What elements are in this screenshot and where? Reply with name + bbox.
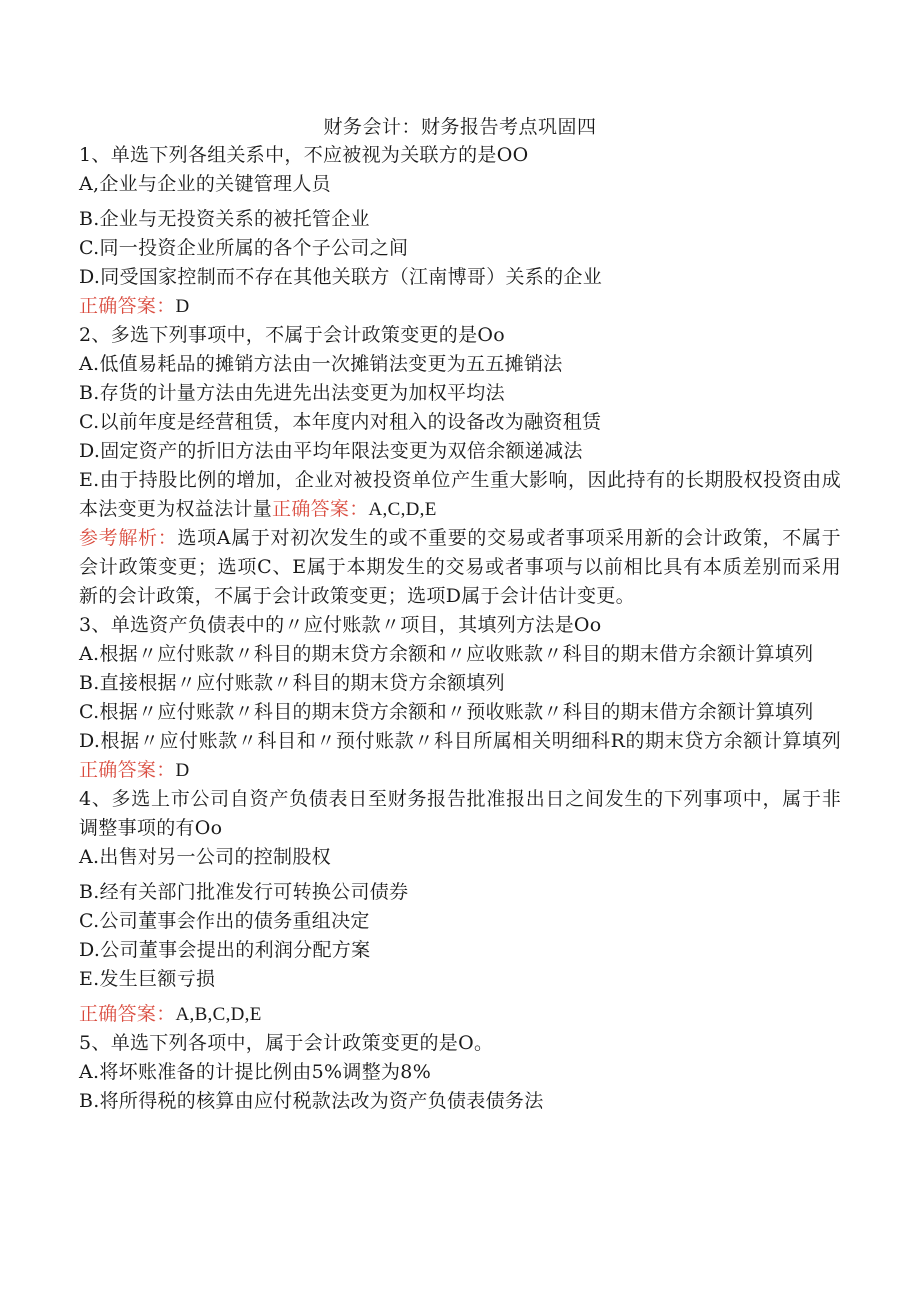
question-1-answer <box>79 292 841 321</box>
question-2-option-e <box>79 466 841 524</box>
question-4-option-d: D.公司董事会提出的利润分配方案 <box>79 939 371 961</box>
answer-label: 正确答案： <box>79 295 176 317</box>
question-3-option-c: C.根据〃应付账款〃科目的期末贷方余额和〃预收账款〃科目的期末借方余额计算填列 <box>79 701 814 723</box>
question-5-option-b: B.将所得税的核算由应付税款法改为资产负债表债务法 <box>79 1090 544 1112</box>
question-5-option-a: A.将坏账准备的计提比例由5%调整为8% <box>79 1061 432 1083</box>
option-text: D.根据〃应付账款〃科目和〃预付账款〃科目所属相关明细科R的期末贷方余额计算填列 <box>79 730 841 752</box>
answer-value: A,B,C,D,E <box>175 1004 262 1025</box>
question-5-stem: 5、单选下列各项中，属于会计政策变更的是O。 <box>79 1032 494 1054</box>
option-text: E.由于持股比例的增加，企业对被投资单位产生重大影响，因此持有的长期股权投资由成本法变更为权益法计量 <box>79 469 841 520</box>
analysis-text: 选项A属于对初次发生的或不重要的交易或者事项采用新的会计政策，不属于会计政策变更；选项C、E属于本期发生的交易或者事项与以前相比具有本质差别而采用新的会计政策，不属于会计政策变更；选项D属于会计估计变更。 <box>79 527 841 607</box>
question-3-option-d <box>79 727 841 785</box>
answer-label: 正确答案： <box>79 1003 176 1025</box>
question-3-stem: 3、单选资产负债表中的〃应付账款〃项目，其填列方法是Oo <box>79 614 602 636</box>
answer-label: 正确答案： <box>79 759 176 781</box>
question-4-option-c: C.公司董事会作出的债务重组决定 <box>79 910 370 932</box>
answer-value: D <box>175 296 190 317</box>
question-4-stem: 4、多选上市公司自资产负债表日至财务报告批准报出日之间发生的下列事项中，属于非调整事项的有Oo <box>79 788 841 839</box>
answer-value: A,C,D,E <box>368 499 437 520</box>
analysis-label: 参考解析： <box>79 527 178 549</box>
question-4-option-e: E.发生巨额亏损 <box>79 968 216 990</box>
question-2-option-b: B.存货的计量方法由先进先出法变更为加权平均法 <box>79 382 505 404</box>
question-4-option-a: A.出售对另一公司的控制股权 <box>79 846 331 868</box>
question-1-option-a: A,企业与企业的关键管理人员 <box>79 173 331 195</box>
question-2-stem: 2、多选下列事项中，不属于会计政策变更的是Oo <box>79 324 506 346</box>
question-2-analysis <box>79 524 841 611</box>
question-1-option-c: C.同一投资企业所属的各个子公司之间 <box>79 237 409 259</box>
question-4-answer <box>79 1000 841 1029</box>
question-1-option-b: B.企业与无投资关系的被托管企业 <box>79 208 370 230</box>
answer-value: D <box>175 760 190 781</box>
question-1-stem: 1、单选下列各组关系中，不应被视为关联方的是OO <box>79 144 529 166</box>
document-title: 财务会计：财务报告考点巩固四 <box>323 116 597 138</box>
document-body <box>79 141 841 1116</box>
question-2-option-d: D.固定资产的折旧方法由平均年限法变更为双倍余额递减法 <box>79 440 583 462</box>
answer-label: 正确答案： <box>272 498 369 520</box>
question-3-option-a: A.根据〃应付账款〃科目的期末贷方余额和〃应收账款〃科目的期末借方余额计算填列 <box>79 643 814 665</box>
question-2-option-c: C.以前年度是经营租赁，本年度内对租入的设备改为融资租赁 <box>79 411 602 433</box>
question-3-option-b: B.直接根据〃应付账款〃科目的期末贷方余额填列 <box>79 672 505 694</box>
question-2-option-a: A.低值易耗品的摊销方法由一次摊销法变更为五五摊销法 <box>79 353 563 375</box>
question-4-option-b: B.经有关部门批准发行可转换公司债券 <box>79 881 409 903</box>
question-1-option-d: D.同受国家控制而不存在其他关联方（江南博哥）关系的企业 <box>79 266 602 288</box>
